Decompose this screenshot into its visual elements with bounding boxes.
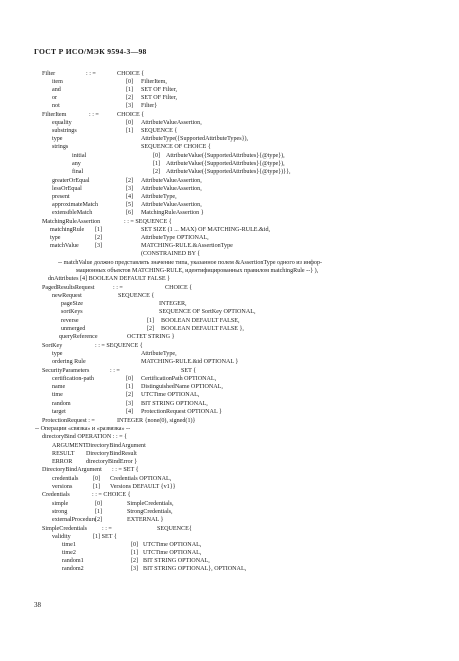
text-line-segment: [5] xyxy=(126,202,134,208)
text-line-segment: [1] xyxy=(126,384,134,390)
text-line-segment: SET OF Filter, xyxy=(141,95,178,101)
text-line-segment: SET { xyxy=(181,368,197,374)
text-line-segment: matchingRule xyxy=(50,227,85,233)
text-line-segment: : : = SET { xyxy=(112,467,139,473)
text-line-segment: [1] SET { xyxy=(93,534,117,540)
text-line-segment: UTCTime OPTIONAL, xyxy=(141,392,200,398)
text-line-segment: CertificationPath OPTIONAL, xyxy=(141,376,217,382)
text-line-segment: RESULT xyxy=(52,451,75,457)
text-line-segment: directoryBindError } xyxy=(86,459,138,465)
text-line-segment: ProtectionRequest xyxy=(42,418,87,424)
text-line-segment: AttributeType OPTIONAL, xyxy=(141,235,209,241)
text-line-segment: [2] xyxy=(95,235,103,241)
text-line-segment: [4] xyxy=(126,409,134,415)
document-header: ГОСТ Р ИСО/МЭК 9594-3—98 xyxy=(34,47,147,56)
text-line-segment: SEQUENCE OF SortKey OPTIONAL, xyxy=(159,309,256,315)
text-line-segment: BIT STRING OPTIONAL}, OPTIONAL, xyxy=(143,566,247,572)
page-number: 38 xyxy=(34,601,41,609)
text-line-segment: [0] xyxy=(131,542,139,548)
text-line-segment: [2] xyxy=(126,392,134,398)
text-line-segment: SET SIZE (1 ... MAX) OF MATCHING-RULE.&id, xyxy=(141,227,271,233)
text-line-segment: [6] xyxy=(126,210,134,216)
text-line-segment: AttributeValueAssertion, xyxy=(141,120,202,126)
text-line-segment: -- matchValue должно представлять значение типа, указанное полем &AssertionType одного из инфор- xyxy=(58,260,323,266)
text-line-segment: present xyxy=(52,194,70,200)
text-line-segment: : : = SEQUENCE { xyxy=(95,343,143,349)
text-line-segment: AttributeValue({SupportedAttributes}{@type}), xyxy=(166,161,285,167)
text-line-segment: [1] xyxy=(153,161,161,167)
text-line-segment: [0] xyxy=(93,476,101,482)
text-line-segment: AttributeValueAssertion, xyxy=(141,202,202,208)
text-line-segment: : : = xyxy=(110,368,120,374)
text-line-segment: certification-path xyxy=(52,376,94,382)
text-line-segment: item xyxy=(52,79,63,85)
text-line-segment: random2 xyxy=(62,566,84,572)
text-line-segment: any xyxy=(72,161,81,167)
text-line-segment: MatchingRuleAssertion xyxy=(42,219,101,225)
text-line-segment: directoryBind OPERATION : : = { xyxy=(42,434,128,440)
text-line-segment: EXTERNAL } xyxy=(127,517,164,523)
text-line-segment: SortKey xyxy=(42,343,63,349)
text-line-segment: мационных объектов MATCHING-RULE, идентифицированных правилом matchingRule --} ), xyxy=(76,268,319,274)
text-line-segment: DirectoryBindResult xyxy=(86,451,137,457)
text-line-segment: newRequest xyxy=(52,293,82,299)
text-line-segment: credentials xyxy=(52,476,79,482)
text-line-segment: extensibleMatch xyxy=(52,210,93,216)
text-line-segment: reverse xyxy=(61,318,79,324)
text-line-segment: : : = xyxy=(113,285,123,291)
text-line-segment: AttributeValueAssertion, xyxy=(141,178,202,184)
text-line-segment: lessOrEqual xyxy=(52,186,82,192)
text-line-segment: [2] xyxy=(153,169,161,175)
text-line-segment: AttributeValue({SupportedAttributes}{@type}), xyxy=(166,153,285,159)
text-line-segment: OCTET STRING } xyxy=(127,334,175,340)
text-line-segment: [3] xyxy=(126,401,134,407)
text-line-segment: time xyxy=(52,392,63,398)
text-line-segment: : : = xyxy=(85,418,95,424)
text-line-segment: name xyxy=(52,384,66,390)
text-line-segment: PagedResultsRequest xyxy=(42,285,95,291)
text-line-segment: simple xyxy=(52,501,69,507)
text-line-segment: : : = xyxy=(102,526,112,532)
text-line-segment: target xyxy=(52,409,66,415)
text-line-segment: [4] xyxy=(126,194,134,200)
text-line-segment: [1] xyxy=(95,227,103,233)
text-line-segment: BIT STRING OPTIONAL, xyxy=(143,558,210,564)
text-line-segment: [1] xyxy=(93,484,101,490)
text-line-segment: or xyxy=(52,95,58,101)
text-line-segment: [2] xyxy=(131,558,139,564)
text-line-segment: equality xyxy=(52,120,72,126)
text-line-segment: [1] xyxy=(147,318,155,324)
text-line-segment: -- Операции «связка» и «развязка» -- xyxy=(35,426,131,432)
text-line-segment: greaterOrEqual xyxy=(52,178,90,184)
text-line-segment: AttributeType, xyxy=(141,194,177,200)
text-line-segment: BOOLEAN DEFAULT FALSE, xyxy=(161,318,240,324)
text-line-segment: random xyxy=(52,401,71,407)
text-line-segment: SEQUENCE { xyxy=(118,293,155,299)
text-line-segment: strings xyxy=(52,144,69,150)
text-line-segment: [2] xyxy=(126,95,134,101)
text-line-segment: SimpleCredentials, xyxy=(127,501,174,507)
text-line-segment: FilterItem xyxy=(42,112,67,118)
text-line-segment: versions xyxy=(52,484,73,490)
text-line-segment: MatchingRuleAssertion } xyxy=(141,210,204,216)
text-line-segment: [3] xyxy=(131,566,139,572)
text-line-segment: initial xyxy=(72,153,87,159)
text-line-segment: unmerged xyxy=(61,326,86,332)
text-line-segment: type xyxy=(52,136,63,142)
text-line-segment: time2 xyxy=(62,550,76,556)
text-line-segment: AttributeType, xyxy=(141,351,177,357)
text-line-segment: BIT STRING OPTIONAL, xyxy=(141,401,208,407)
text-line-segment: [3] xyxy=(126,103,134,109)
text-line-segment: time1 xyxy=(62,542,76,548)
text-line-segment: random1 xyxy=(62,558,84,564)
text-line-segment: [1] xyxy=(126,87,134,93)
text-line-segment: substrings xyxy=(52,128,77,134)
text-line-segment: Filter} xyxy=(141,103,158,109)
text-line-segment: Credentials OPTIONAL, xyxy=(110,476,172,482)
text-line-segment: [0] xyxy=(95,501,103,507)
text-line-segment: AttributeValue({SupportedAttributes}{@type})}}, xyxy=(166,169,291,175)
text-line-segment: FilterItem, xyxy=(141,79,167,85)
text-line-segment: CHOICE { xyxy=(117,112,145,118)
text-line-segment: AttributeType({SupportedAttributeTypes}), xyxy=(141,136,249,142)
text-line-segment: SEQUENCE { xyxy=(141,128,178,134)
text-line-segment: UTCTime OPTIONAL, xyxy=(143,550,202,556)
text-line-segment: SET OF Filter, xyxy=(141,87,178,93)
text-line-segment: : : = SEQUENCE { xyxy=(124,219,172,225)
text-line-segment: final xyxy=(72,169,84,175)
text-line-segment: [2] xyxy=(126,178,134,184)
text-line-segment: ordering Rule xyxy=(52,359,86,365)
text-line-segment: type xyxy=(50,235,61,241)
text-line-segment: queryReference xyxy=(59,334,98,340)
text-line-segment: MATCHING-RULE.&id OPTIONAL } xyxy=(141,359,239,365)
text-line-segment: CHOICE { xyxy=(165,285,193,291)
text-line-segment: strong xyxy=(52,509,68,515)
text-line-segment: SimpleCredentials xyxy=(42,526,88,532)
text-line-segment: [1] xyxy=(126,128,134,134)
text-line-segment: [2] xyxy=(95,517,103,523)
text-line-segment: (CONSTRAINED BY { xyxy=(141,251,201,257)
text-line-segment: MATCHING-RULE.&AssertionType xyxy=(141,243,233,249)
text-line-segment: [0] xyxy=(126,376,134,382)
text-line-segment: sortKeys xyxy=(61,309,83,315)
text-line-segment: DirectoryBindArgument xyxy=(42,467,102,473)
text-line-segment: dnAttributes [4] BOOLEAN DEFAULT FALSE } xyxy=(48,276,171,282)
text-line-segment: Credentials xyxy=(42,492,70,498)
text-line-segment: : : = xyxy=(89,112,99,118)
text-line-segment: [0] xyxy=(126,120,134,126)
text-line-segment: DistinguishedName OPTIONAL, xyxy=(141,384,223,390)
text-line-segment: : : = xyxy=(86,71,96,77)
text-line-segment: SEQUENCE{ xyxy=(157,526,192,532)
text-line-segment: SEQUENCE OF CHOICE { xyxy=(141,144,211,150)
text-line-segment: [1] xyxy=(131,550,139,556)
text-line-segment: INTEGER, xyxy=(159,301,187,307)
text-line-segment: [1] xyxy=(95,509,103,515)
text-line-segment: SecurityParameters xyxy=(42,368,90,374)
text-line-segment: matchValue xyxy=(50,243,79,249)
text-line-segment: DirectoryBindArgument xyxy=(86,443,146,449)
text-line-segment: ARGUMENT xyxy=(52,443,87,449)
text-line-segment: StrongCredentials, xyxy=(127,509,173,515)
text-line-segment: AttributeValueAssertion, xyxy=(141,186,202,192)
text-line-segment: [0] xyxy=(126,79,134,85)
text-line-segment: INTEGER {none(0), signed(1)} xyxy=(117,418,196,424)
text-line-segment: [2] xyxy=(147,326,155,332)
text-line-segment: ProtectionRequest OPTIONAL } xyxy=(141,409,222,415)
text-line-segment: : : = CHOICE { xyxy=(92,492,131,498)
text-line-segment: CHOICE { xyxy=(117,71,145,77)
text-line-segment: [3] xyxy=(95,243,103,249)
text-line-segment: externalProcedure xyxy=(52,517,97,523)
text-line-segment: [3] xyxy=(126,186,134,192)
text-line-segment: UTCTime OPTIONAL, xyxy=(143,542,202,548)
text-line-segment: validity xyxy=(52,534,71,540)
text-line-segment: type xyxy=(52,351,63,357)
text-line-segment: approximateMatch xyxy=(52,202,99,208)
text-line-segment: BOOLEAN DEFAULT FALSE }, xyxy=(161,326,244,332)
text-line-segment: not xyxy=(52,103,60,109)
text-line-segment: and xyxy=(52,87,61,93)
text-line-segment: pageSize xyxy=(61,301,83,307)
text-line-segment: [0] xyxy=(153,153,161,159)
text-line-segment: Filter xyxy=(42,71,56,77)
text-line-segment: ERROR xyxy=(52,459,73,465)
text-line-segment: Versions DEFAULT {v1}} xyxy=(110,484,176,490)
